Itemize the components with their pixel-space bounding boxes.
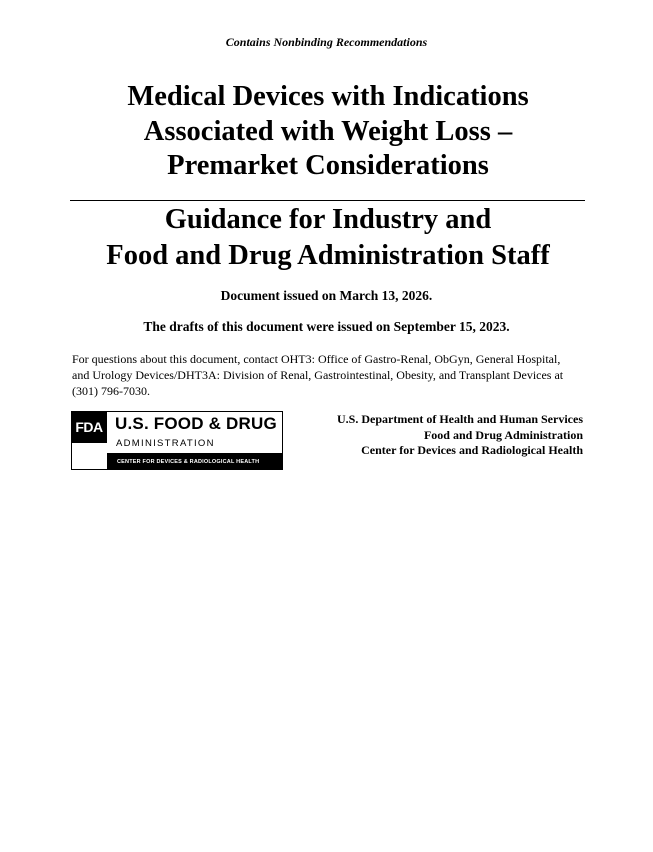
logo-center-name: CENTER FOR DEVICES & RADIOLOGICAL HEALTH bbox=[107, 453, 283, 470]
logo-administration: ADMINISTRATION bbox=[116, 438, 215, 449]
agency-line: Center for Devices and Radiological Health bbox=[361, 443, 583, 457]
title-line: Medical Devices with Indications bbox=[127, 81, 529, 112]
agency-block bbox=[283, 412, 583, 459]
subtitle-line: Guidance for Industry and bbox=[164, 204, 492, 235]
agency-line: Food and Drug Administration bbox=[423, 427, 583, 442]
fda-logo bbox=[71, 411, 283, 470]
issue-date: Document issued on March 13, 2026. bbox=[220, 288, 433, 303]
nonbinding-note: Contains Nonbinding Recommendations bbox=[225, 35, 428, 49]
subtitle-line: Food and Drug Administration Staff bbox=[106, 240, 550, 271]
agency-line: U.S. Department of Health and Human Services bbox=[337, 412, 583, 426]
document-subtitle bbox=[40, 202, 616, 274]
title-line: Associated with Weight Loss – bbox=[143, 115, 513, 147]
title-divider bbox=[70, 200, 585, 201]
fda-mark-icon: FDA bbox=[71, 411, 107, 443]
title-line: Premarket Considerations bbox=[167, 150, 489, 181]
document-title bbox=[60, 80, 596, 184]
draft-date: The drafts of this document were issued on September 15, 2023. bbox=[143, 319, 510, 334]
contact-info: For questions about this document, contact OHT3: Office of Gastro-Renal, ObGyn, General Hospital, and Urology Devices/DHT3A: Division of Renal, Gastrointestinal, Obesity, and Transplant Devices at (301) 796-7030. bbox=[72, 352, 564, 398]
logo-agency-name: U.S. FOOD & DRUG bbox=[115, 414, 277, 433]
